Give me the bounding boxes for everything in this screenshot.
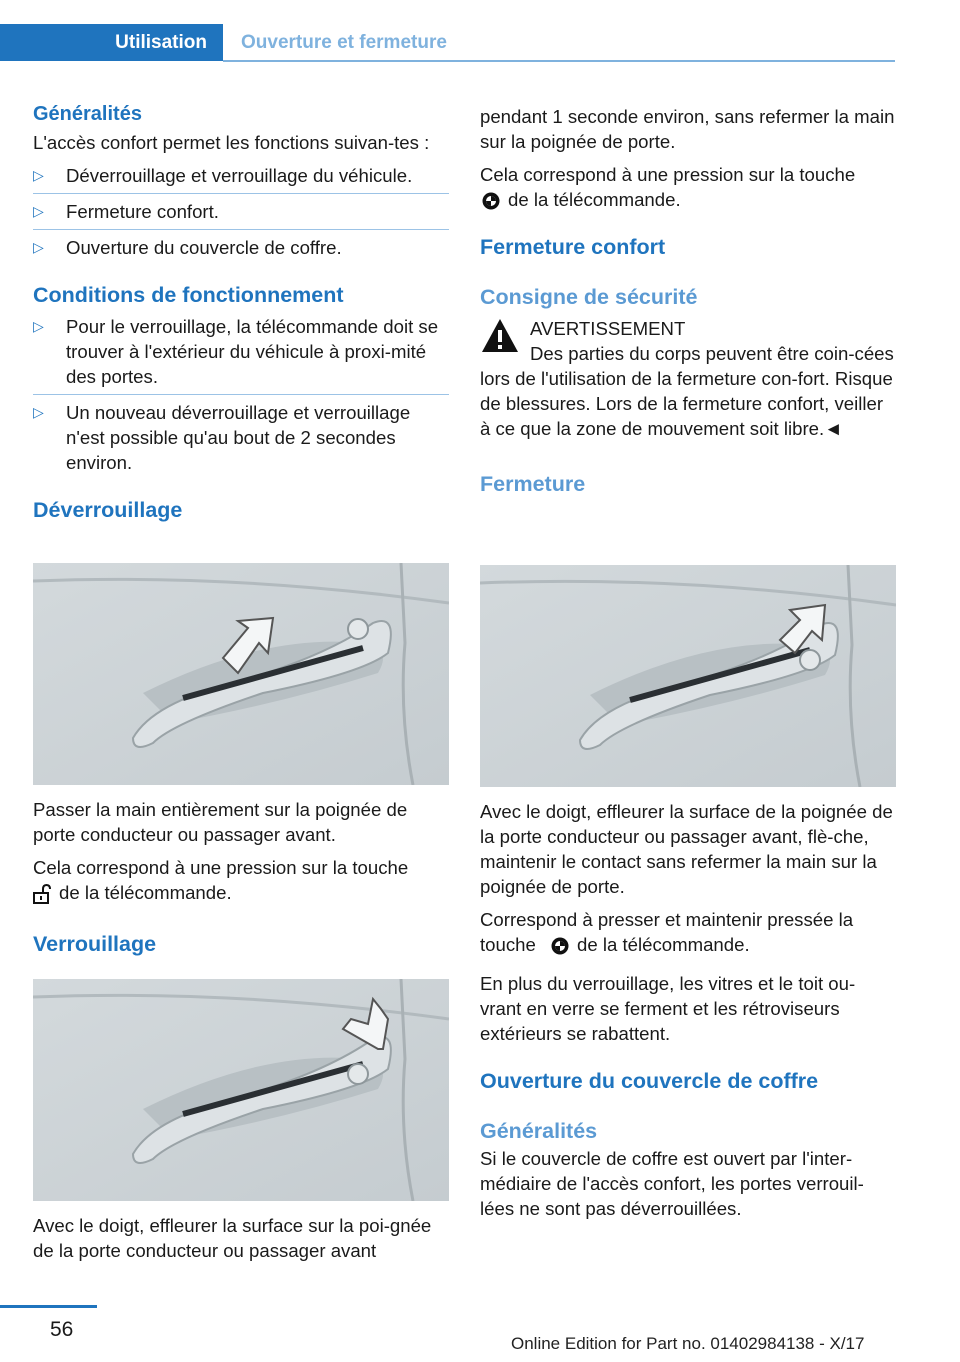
tab-utilisation[interactable]: Utilisation — [0, 24, 223, 61]
list-divider — [33, 394, 449, 395]
trunk-paragraph: Si le couvercle de coffre est ouvert par l'inter-médiaire de l'accès confort, les portes verrouil-lées ne sont pas déverrouillées. — [480, 1148, 864, 1219]
section-title-coffre: Ouverture du couvercle de coffre — [480, 1069, 819, 1093]
closing-text — [480, 799, 896, 1229]
unlock-text — [33, 797, 449, 957]
list-item: ▷ Déverrouillage et verrouillage du véhicule. — [33, 165, 413, 186]
closing-extra-paragraph: En plus du verrouillage, les vitres et le toit ou-vrant en verre se ferment et les rétroviseurs extérieurs se rabattent. — [480, 973, 856, 1044]
page-number: 56 — [50, 1318, 74, 1341]
right-column — [480, 104, 896, 497]
edition-text: Online Edition for Part no. 01402984138 - X/17 — [511, 1334, 865, 1353]
section-title-consigne: Consigne de sécurité — [480, 285, 698, 309]
footer-divider — [0, 1305, 97, 1308]
list-divider — [33, 193, 449, 194]
lock-key-paragraph: Cela correspond à une pression sur la touche de la télécommande. — [480, 164, 856, 210]
bmw-logo-icon — [482, 192, 500, 210]
closing-paragraph: Avec le doigt, effleurer la surface de la poignée de la porte conducteur ou passager avant, flè-che, maintenir le contact sans refermer la main sur la poignée de porte. — [480, 801, 893, 897]
section-title-verrouillage: Verrouillage — [33, 932, 157, 956]
section-title-generalites: Généralités — [33, 103, 142, 125]
left-column — [33, 102, 449, 523]
section-title-fermeture: Fermeture — [480, 472, 586, 496]
section-title-conditions: Conditions de fonctionnement — [33, 283, 344, 307]
warning-box — [480, 316, 896, 441]
list-item: ▷ Fermeture confort. — [33, 201, 219, 222]
unlock-key-paragraph: Cela correspond à une pression sur la touche de la télécommande. — [33, 857, 409, 903]
triangle-bullet-icon: ▷ — [33, 167, 44, 183]
door-handle-unlock-image — [33, 563, 449, 785]
list-item: ▷ Un nouveau déverrouillage et verrouillage n'est possible qu'au bout de 2 secondes environ. — [33, 402, 411, 473]
section-title-fermeture-confort: Fermeture confort — [480, 235, 666, 259]
feature-list — [33, 163, 449, 260]
intro-text: L'accès confort permet les fonctions suivan-tes : — [33, 132, 430, 153]
conditions-list — [33, 314, 449, 475]
header-divider — [223, 60, 895, 62]
triangle-bullet-icon: ▷ — [33, 203, 44, 219]
warning-label: AVERTISSEMENT — [530, 318, 686, 339]
triangle-bullet-icon: ▷ — [33, 318, 44, 334]
door-handle-lock-image — [33, 979, 449, 1201]
triangle-bullet-icon: ▷ — [33, 404, 44, 420]
warning-text: Des parties du corps peuvent être coin-cées lors de l'utilisation de la fermeture con-fort. Risque de blessures. Lors de la fermeture confort, veiller à ce que la zone de mouvement soit libre.◄ — [480, 343, 894, 439]
continued-paragraph: pendant 1 seconde environ, sans refermer la main sur la poignée de porte. — [480, 106, 895, 152]
triangle-bullet-icon: ▷ — [33, 239, 44, 255]
unlock-paragraph: Passer la main entièrement sur la poignée de porte conducteur ou passager avant. — [33, 799, 408, 845]
door-handle-closing-image — [480, 565, 896, 787]
list-item: ▷ Ouverture du couvercle de coffre. — [33, 237, 342, 258]
tab-ouverture-fermeture[interactable]: Ouverture et fermeture — [241, 32, 447, 53]
list-divider — [33, 229, 449, 230]
section-title-generalites-coffre: Généralités — [480, 1119, 598, 1143]
lock-text — [33, 1213, 449, 1271]
section-title-deverrouillage: Déverrouillage — [33, 498, 183, 522]
unlock-icon — [33, 884, 51, 904]
bmw-logo-icon — [551, 937, 569, 955]
warning-triangle-icon — [480, 316, 520, 356]
closing-key-paragraph: Correspond à presser et maintenir pressée la touche de la télécommande. — [480, 909, 854, 955]
list-item: ▷ Pour le verrouillage, la télécommande doit se trouver à l'extérieur du véhicule à proxi-mité des portes. — [33, 316, 439, 387]
lock-paragraph: Avec le doigt, effleurer la surface sur la poi-gnée de la porte conducteur ou passager avant — [33, 1215, 432, 1261]
